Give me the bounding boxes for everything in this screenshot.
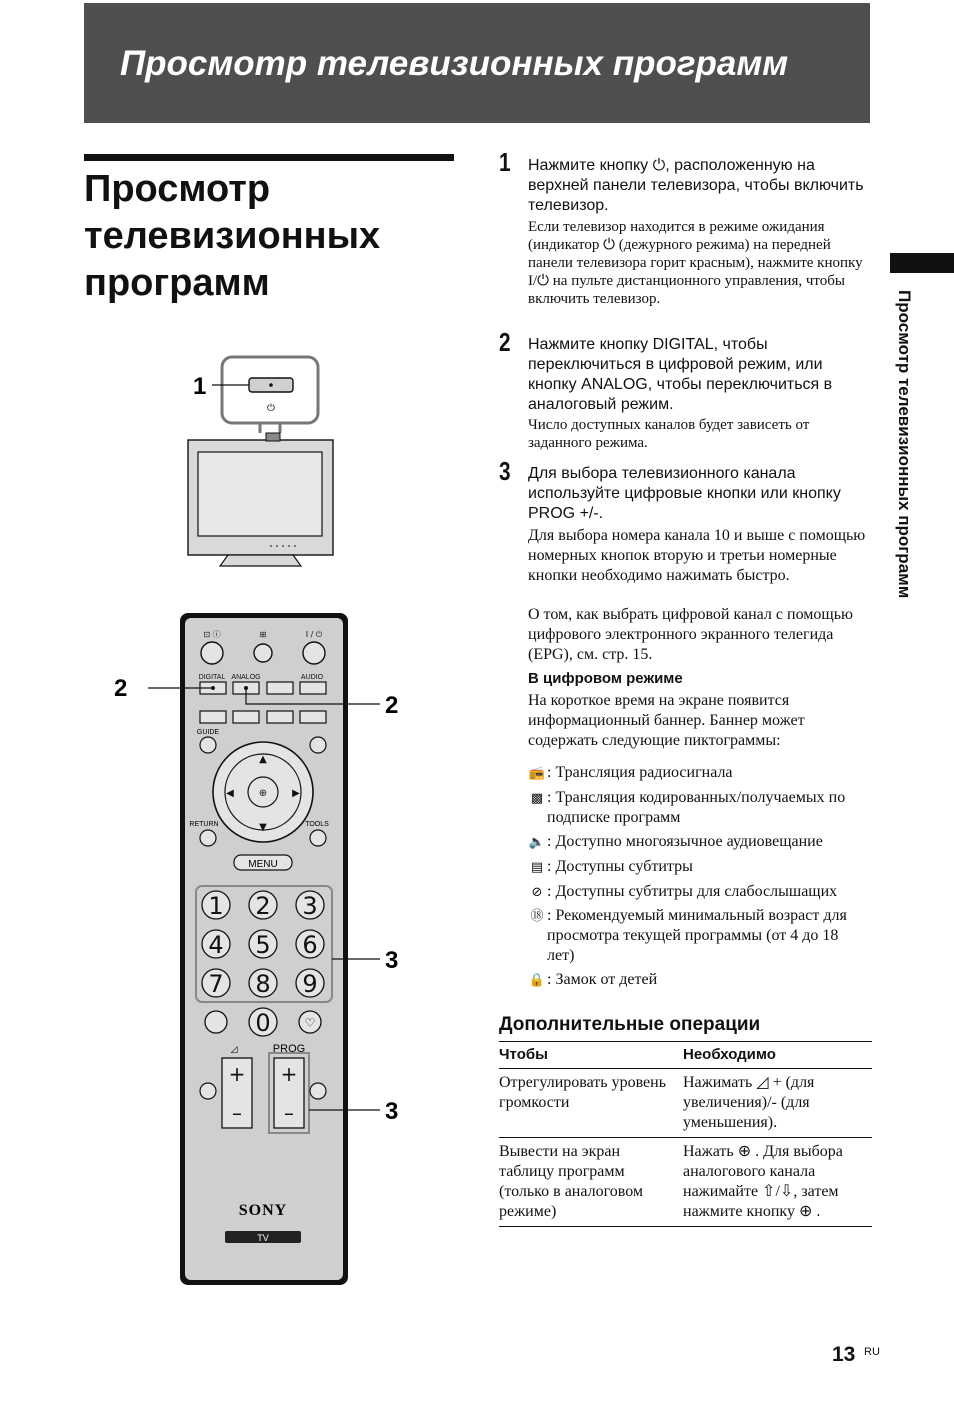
- side-tab-marker: [890, 253, 954, 273]
- callout-2-left: 2: [114, 675, 128, 702]
- remote-tools-label: TOOLS: [305, 821, 329, 828]
- lock-icon: 🔒: [528, 973, 546, 988]
- remote-digital-label: DIGITAL: [198, 674, 226, 681]
- subtitles-icon: ▤: [530, 860, 544, 875]
- digital-mode-heading: В цифровом режиме: [528, 670, 683, 687]
- remote-analog-label: ANALOG: [231, 674, 261, 681]
- icon-row-lock: 🔒 : Замок от детей: [527, 970, 877, 991]
- callout-3-lower: 3: [385, 1098, 399, 1125]
- svg-text:–: –: [284, 1101, 294, 1125]
- remote-audio-label: AUDIO: [300, 674, 324, 681]
- remote-digit-4: 4: [208, 931, 224, 959]
- svg-text:♡: ♡: [304, 1016, 316, 1030]
- step-1-note: Если телевизор находится в режиме ожидания (индикатор ⏻ (дежурного режима) на передней панели телевизора горит красным), нажмите кнопку I/⏻ на пульте дистанционного управления, чтобы включить телевизор.: [528, 219, 863, 307]
- svg-text:I / ⏻: I / ⏻: [305, 630, 323, 639]
- svg-text:⊡ ⓘ: ⊡ ⓘ: [203, 630, 221, 639]
- additional-ops-title: Дополнительные операции: [499, 1014, 761, 1035]
- page-language: RU: [864, 1346, 880, 1358]
- svg-text:⊞: ⊞: [259, 630, 267, 639]
- step-3-note: Для выбора номера канала 10 и выше с помощью номерных кнопок вторую и третьи номерные кнопки необходимо нажимать быстро.: [528, 527, 866, 584]
- title-rule: [84, 154, 454, 161]
- ops-col-2: Необходимо: [683, 1042, 872, 1069]
- step-2-number: 2: [499, 327, 511, 357]
- svg-text:▶: ▶: [292, 788, 300, 799]
- step-2-main: Нажмите кнопку DIGITAL, чтобы переключиться в цифровой режим, или кнопку ANALOG, чтобы переключиться в аналоговый режим.: [528, 336, 833, 413]
- scrambled-icon: ▩: [530, 791, 544, 806]
- remote-digit-9: 9: [302, 970, 318, 998]
- tv-power-icon: ⏻: [267, 403, 275, 414]
- callout-3-upper: 3: [385, 947, 399, 974]
- remote-digit-7: 7: [208, 970, 224, 998]
- remote-digit-5: 5: [255, 931, 271, 959]
- remote-brand-logo: SONY: [238, 1202, 288, 1219]
- remote-digit-0: 0: [255, 1009, 271, 1037]
- remote-digit-2: 2: [255, 892, 271, 920]
- remote-digit-8: 8: [255, 970, 271, 998]
- remote-power-button: [303, 642, 325, 664]
- icon-row-hearing-impaired: ⊘ : Доступны субтитры для слабослышащих: [527, 882, 877, 903]
- callout-2-right: 2: [385, 692, 399, 719]
- svg-text:+: +: [228, 1062, 246, 1086]
- age-rating-icon: ⑱: [530, 909, 544, 924]
- icon-row-scrambled: ▩ : Трансляция кодированных/получаемых по подписке программ: [527, 788, 877, 828]
- multi-audio-icon: 🔈: [528, 835, 546, 850]
- icon-row-age-rating: ⑱ : Рекомендуемый минимальный возраст для просмотра текущей программы (от 4 до 18 лет): [527, 906, 877, 966]
- tv-screen: [198, 452, 322, 536]
- additional-ops-table: [499, 1041, 872, 1227]
- svg-text:▼: ▼: [259, 822, 267, 833]
- callout-1: 1: [193, 373, 207, 400]
- icon-row-multi-audio: 🔈 : Доступно многоязычное аудиовещание: [527, 832, 877, 853]
- svg-text:◿: ◿: [230, 1045, 238, 1055]
- step-3-number: 3: [499, 456, 511, 486]
- radio-icon: 📻: [528, 766, 546, 781]
- svg-text:▲: ▲: [259, 754, 267, 765]
- remote-digit-3: 3: [302, 892, 318, 920]
- banner-title: Просмотр телевизионных программ: [120, 44, 789, 83]
- step-2-note: Число доступных каналов будет зависеть от заданного режима.: [528, 417, 810, 451]
- svg-text:⊕: ⊕: [258, 788, 268, 799]
- icon-row-subtitles: ▤ : Доступны субтитры: [527, 857, 877, 878]
- svg-text:+: +: [280, 1062, 298, 1086]
- remote-prog-label: PROG: [272, 1043, 306, 1055]
- svg-text:◀: ◀: [226, 788, 234, 799]
- remote-guide-label: GUIDE: [196, 729, 220, 736]
- step-3-note-2: О том, как выбрать цифровой канал с помощью цифрового электронного экранного телегида (EPG), см. стр. 15.: [528, 606, 853, 663]
- tv-stand: [220, 555, 301, 566]
- table-row: Вывести на экран таблицу программ (только в аналоговом режиме) Нажать ⊕ . Для выбора аналогового канала нажимайте ⇧/⇩, затем нажмите кнопку ⊕ .: [499, 1138, 872, 1227]
- step-1-number: 1: [499, 147, 511, 177]
- tv-remote-illustration: [100, 340, 400, 1300]
- page-number: 13: [832, 1343, 856, 1366]
- side-tab-label: Просмотр телевизионных программ: [895, 290, 914, 599]
- remote-digit-1: 1: [208, 892, 224, 920]
- step-1-main: Нажмите кнопку ⏻, расположенную на верхней панели телевизора, чтобы включить телевизор.: [528, 157, 864, 214]
- hearing-impaired-icon: ⊘: [531, 885, 543, 900]
- digital-mode-text: На короткое время на экране появится информационный баннер. Баннер может содержать следующие пиктограммы:: [528, 692, 805, 749]
- step-3-main: Для выбора телевизионного канала используйте цифровые кнопки или кнопку PROG +/-.: [528, 465, 841, 522]
- ops-col-1: Чтобы: [499, 1042, 683, 1069]
- remote-return-label: RETURN: [189, 821, 219, 828]
- table-row: Отрегулировать уровень громкости Нажимать ◿ + (для увеличения)/- (для уменьшения).: [499, 1069, 872, 1138]
- icon-row-radio: 📻 : Трансляция радиосигнала: [527, 763, 877, 784]
- remote-menu-label: MENU: [248, 859, 278, 870]
- svg-text:–: –: [232, 1101, 242, 1125]
- remote-digit-6: 6: [302, 931, 318, 959]
- section-title: Просмотр телевизионных программ: [84, 168, 381, 304]
- remote-tv-label: TV: [257, 1233, 269, 1243]
